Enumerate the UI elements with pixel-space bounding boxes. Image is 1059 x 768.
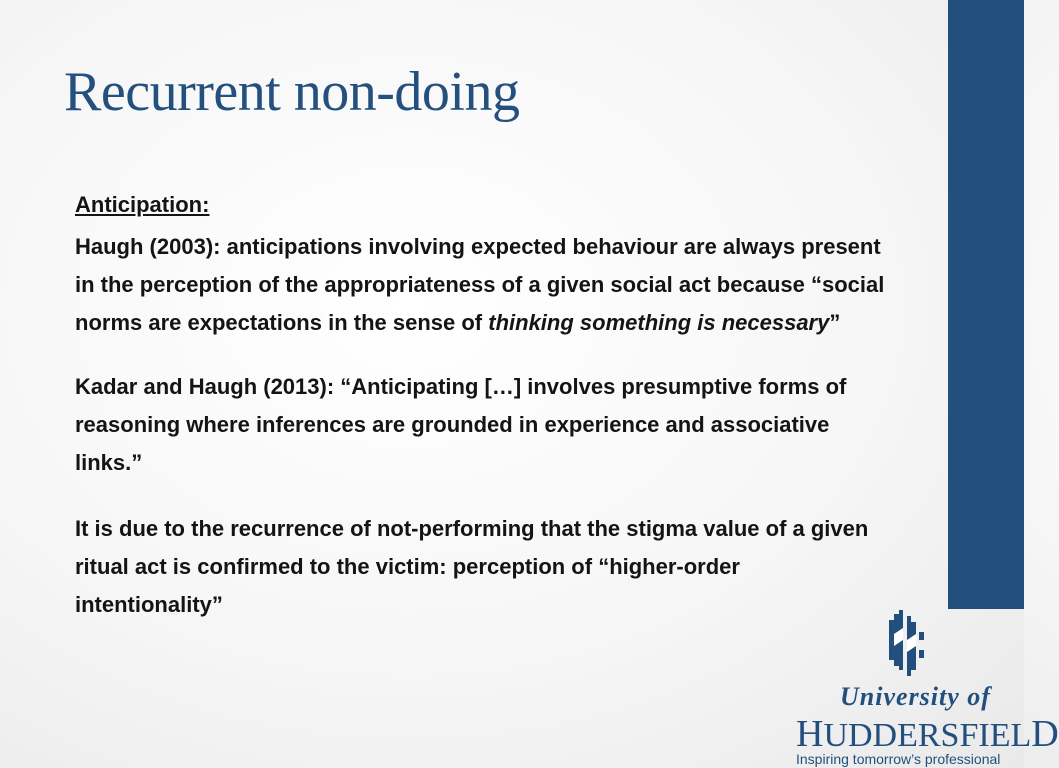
- paragraph-haugh-2003-closing: ”: [829, 310, 841, 335]
- paragraph-haugh-2003-italic: thinking something is necessary: [488, 310, 830, 335]
- logo-huddersfield-final: D: [1031, 713, 1059, 755]
- university-logo: [792, 608, 1059, 768]
- paragraph-haugh-2003-text: Haugh (2003): anticipations involving expected behaviour are always present in the perception of the appropriateness of a given social act because “social norms are expectations in the sense of: [75, 234, 885, 335]
- logo-huddersfield-initial: H: [796, 713, 824, 755]
- logo-university-of: University of: [840, 682, 991, 711]
- logo-tagline: Inspiring tomorrow’s professional: [796, 751, 1001, 767]
- paragraph-kadar-haugh-2013: Kadar and Haugh (2013): “Anticipating […] involves presumptive forms of reasoning where inferences are grounded in experience and associative links.”: [75, 374, 847, 475]
- paragraph-recurrence: It is due to the recurrence of not-performing that the stigma value of a given ritual act is confirmed to the victim: perception of “higher-order intentionality”: [75, 516, 869, 617]
- university-crest-icon: [886, 610, 926, 676]
- paragraph-haugh-2003: [75, 228, 890, 342]
- section-heading: Anticipation:: [75, 192, 210, 217]
- logo-huddersfield-rest: UDDERSFIEL: [823, 717, 1032, 754]
- side-accent-bar: [948, 0, 1024, 609]
- logo-huddersfield: [796, 712, 1059, 756]
- slide-title: Recurrent non-doing: [64, 61, 520, 123]
- slide-body: [75, 186, 890, 624]
